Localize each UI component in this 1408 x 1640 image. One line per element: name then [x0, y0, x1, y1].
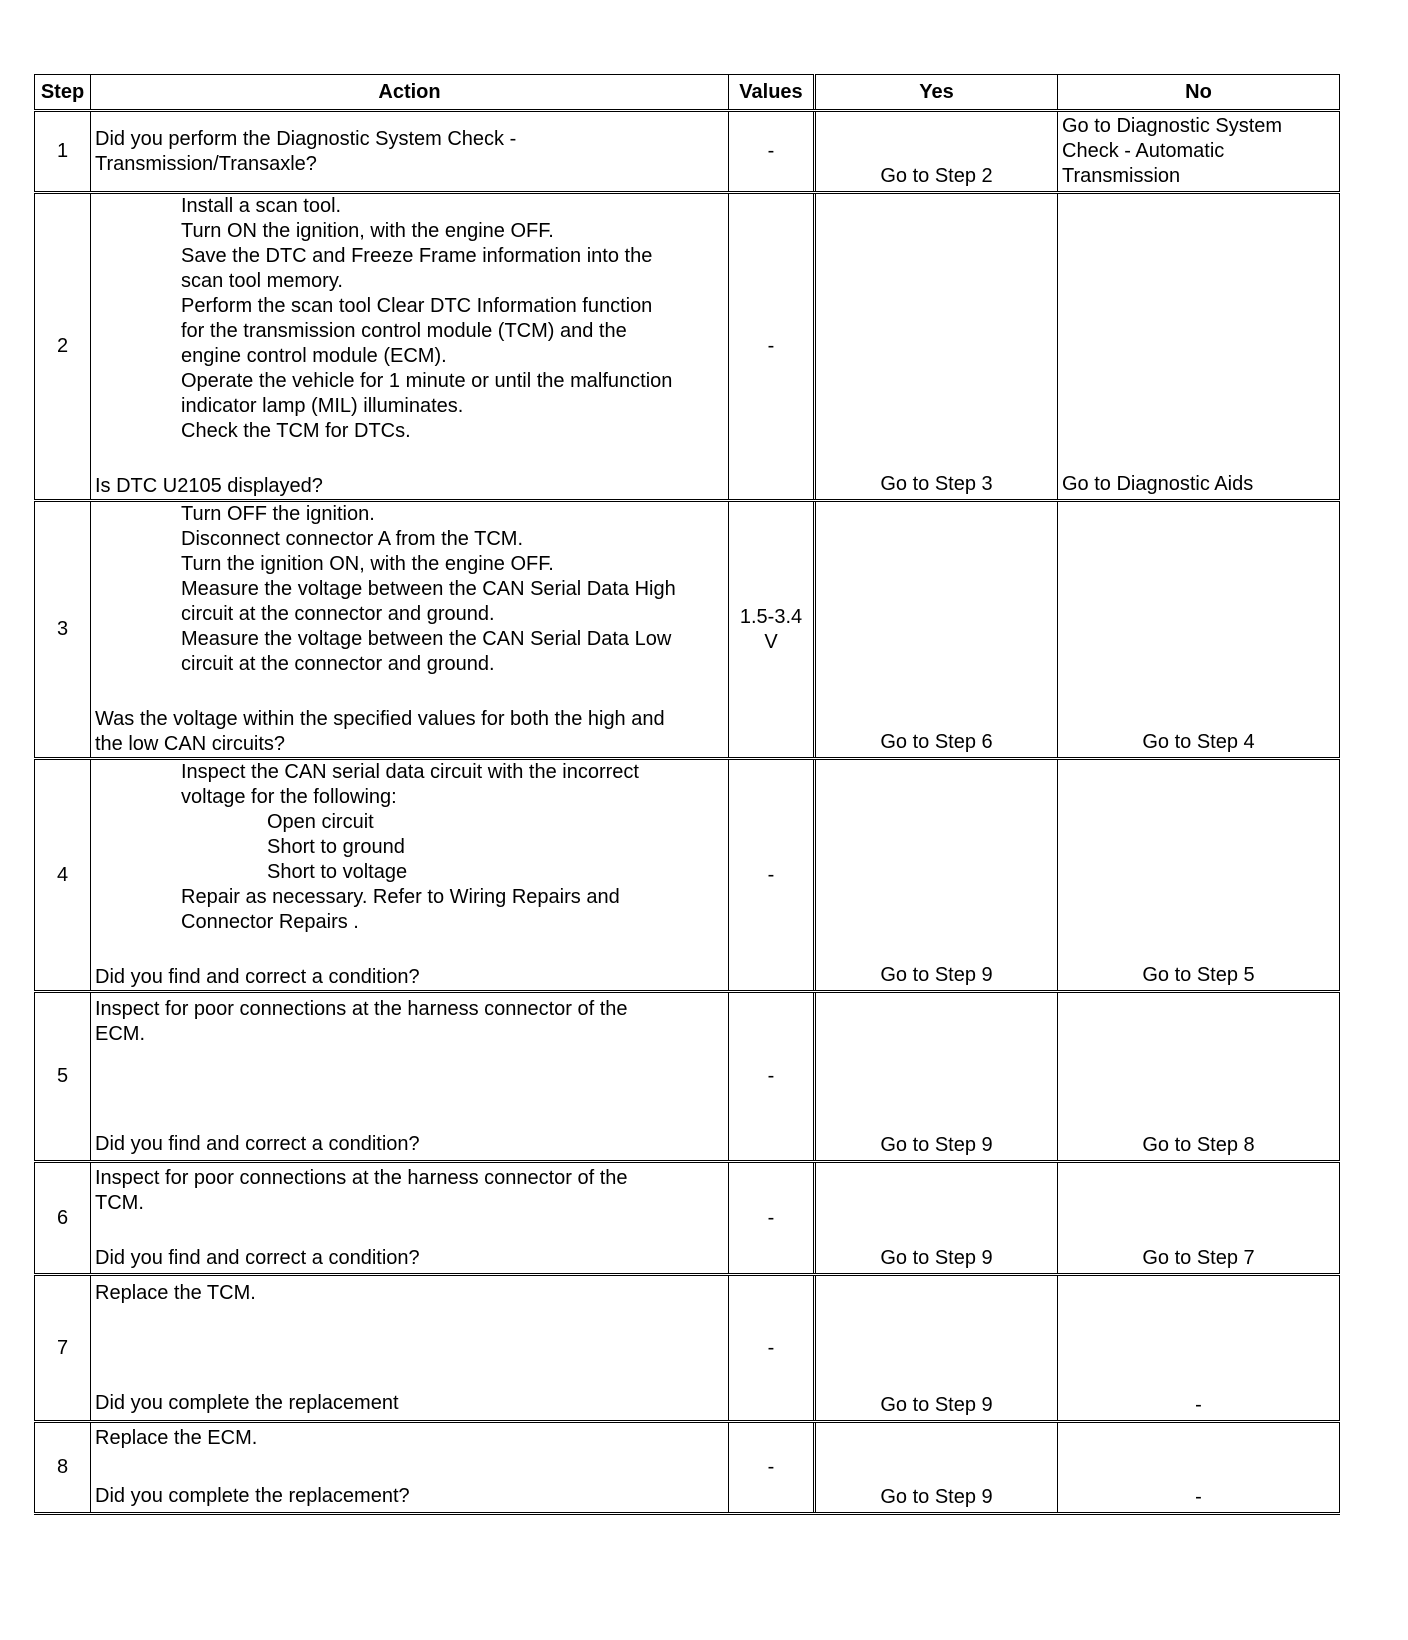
value-cell: - [729, 111, 815, 193]
action-subline: Short to voltage [267, 861, 408, 883]
action-cell [91, 111, 729, 193]
yes-cell: Go to Step 9 [815, 1422, 1058, 1514]
no-line: Transmission [1062, 165, 1181, 187]
table-row-step-3 [35, 501, 1340, 759]
no-cell: - [1058, 1275, 1340, 1422]
action-line: ECM. [95, 1022, 145, 1045]
action-cell [91, 501, 729, 759]
action-line: circuit at the connector and ground. [181, 653, 495, 675]
action-question: Did you find and correct a condition? [95, 966, 420, 988]
action-line: Check the TCM for DTCs. [181, 420, 411, 442]
action-line: Replace the ECM. [95, 1427, 258, 1449]
yes-cell: Go to Step 6 [815, 501, 1058, 759]
step-number: 4 [35, 759, 91, 992]
action-line: Turn ON the ignition, with the engine OFF. [181, 220, 554, 242]
yes-cell: Go to Step 9 [815, 759, 1058, 992]
action-line: Measure the voltage between the CAN Serial Data High [181, 578, 676, 600]
value-line: 1.5-3.4 [739, 605, 803, 628]
action-line: Transmission/Transaxle? [95, 152, 317, 175]
no-cell [1058, 111, 1340, 193]
no-cell: Go to Step 8 [1058, 992, 1340, 1162]
header-no: No [1058, 75, 1340, 111]
action-line: Disconnect connector A from the TCM. [181, 528, 524, 550]
action-line: indicator lamp (MIL) illuminates. [181, 395, 464, 417]
step-number: 1 [35, 111, 91, 193]
no-cell: Go to Diagnostic Aids [1058, 193, 1340, 501]
header-step: Step [35, 75, 91, 111]
action-line: Turn the ignition ON, with the engine OFF. [181, 553, 554, 575]
header-yes: Yes [815, 75, 1058, 111]
table-row-step-2 [35, 193, 1340, 501]
action-question: Is DTC U2105 displayed? [95, 475, 323, 497]
action-question: Did you find and correct a condition? [95, 1246, 420, 1269]
action-line: Save the DTC and Freeze Frame information into the [181, 245, 653, 267]
table-row-step-8 [35, 1422, 1340, 1514]
step-number: 8 [35, 1422, 91, 1514]
table-row-step-5 [35, 992, 1340, 1162]
action-cell [91, 1275, 729, 1422]
table-row-step-7 [35, 1275, 1340, 1422]
action-cell [91, 1162, 729, 1275]
value-cell: - [729, 193, 815, 501]
header-action: Action [91, 75, 729, 111]
action-line: Replace the TCM. [95, 1281, 256, 1304]
action-subline: Open circuit [267, 811, 374, 833]
no-cell: - [1058, 1422, 1340, 1514]
no-cell: Go to Step 5 [1058, 759, 1340, 992]
no-line: Go to Diagnostic System [1062, 115, 1283, 137]
action-line: Install a scan tool. [181, 195, 342, 217]
action-line: Turn OFF the ignition. [181, 503, 375, 525]
action-line: TCM. [95, 1191, 144, 1214]
action-line: for the transmission control module (TCM) and the [181, 320, 627, 342]
step-number: 7 [35, 1275, 91, 1422]
value-cell [729, 501, 815, 759]
action-question: Was the voltage within the specified values for both the high and [95, 708, 665, 730]
action-line: voltage for the following: [181, 786, 397, 808]
value-cell: - [729, 1275, 815, 1422]
step-number: 2 [35, 193, 91, 501]
action-line: Measure the voltage between the CAN Serial Data Low [181, 628, 672, 650]
action-question: the low CAN circuits? [95, 733, 286, 755]
step-number: 5 [35, 992, 91, 1162]
yes-cell: Go to Step 2 [815, 111, 1058, 193]
yes-cell: Go to Step 9 [815, 1162, 1058, 1275]
value-line: V [764, 630, 778, 653]
action-cell [91, 759, 729, 992]
action-cell [91, 1422, 729, 1514]
header-values: Values [729, 75, 815, 111]
table-row-step-6 [35, 1162, 1340, 1275]
action-question: Did you complete the replacement? [95, 1485, 410, 1507]
action-line: Operate the vehicle for 1 minute or until the malfunction [181, 370, 673, 392]
action-line: Perform the scan tool Clear DTC Information function [181, 295, 653, 317]
action-subline: Short to ground [267, 836, 405, 858]
header-row [35, 75, 1340, 111]
table-row-step-1 [35, 111, 1340, 193]
no-cell: Go to Step 4 [1058, 501, 1340, 759]
yes-cell: Go to Step 9 [815, 1275, 1058, 1422]
value-cell: - [729, 1162, 815, 1275]
yes-cell: Go to Step 9 [815, 992, 1058, 1162]
no-line: Check - Automatic [1062, 140, 1225, 162]
action-cell [91, 992, 729, 1162]
action-question: Did you find and correct a condition? [95, 1132, 420, 1155]
action-question: Did you complete the replacement [95, 1391, 399, 1414]
step-number: 3 [35, 501, 91, 759]
action-line: Connector Repairs . [181, 911, 359, 933]
action-line: Inspect for poor connections at the harness connector of the [95, 1166, 628, 1189]
action-line: engine control module (ECM). [181, 345, 447, 367]
value-cell: - [729, 1422, 815, 1514]
value-cell: - [729, 759, 815, 992]
value-cell: - [729, 992, 815, 1162]
action-line: circuit at the connector and ground. [181, 603, 495, 625]
diagnostic-table [34, 74, 1340, 1515]
action-line: Inspect for poor connections at the harness connector of the [95, 997, 628, 1020]
action-line: scan tool memory. [181, 270, 343, 292]
action-line: Did you perform the Diagnostic System Check - [95, 127, 517, 150]
action-line: Repair as necessary. Refer to Wiring Repairs and [181, 886, 620, 908]
action-line: Inspect the CAN serial data circuit with the incorrect [181, 761, 639, 783]
step-number: 6 [35, 1162, 91, 1275]
yes-cell: Go to Step 3 [815, 193, 1058, 501]
action-cell [91, 193, 729, 501]
no-cell: Go to Step 7 [1058, 1162, 1340, 1275]
table-row-step-4 [35, 759, 1340, 992]
